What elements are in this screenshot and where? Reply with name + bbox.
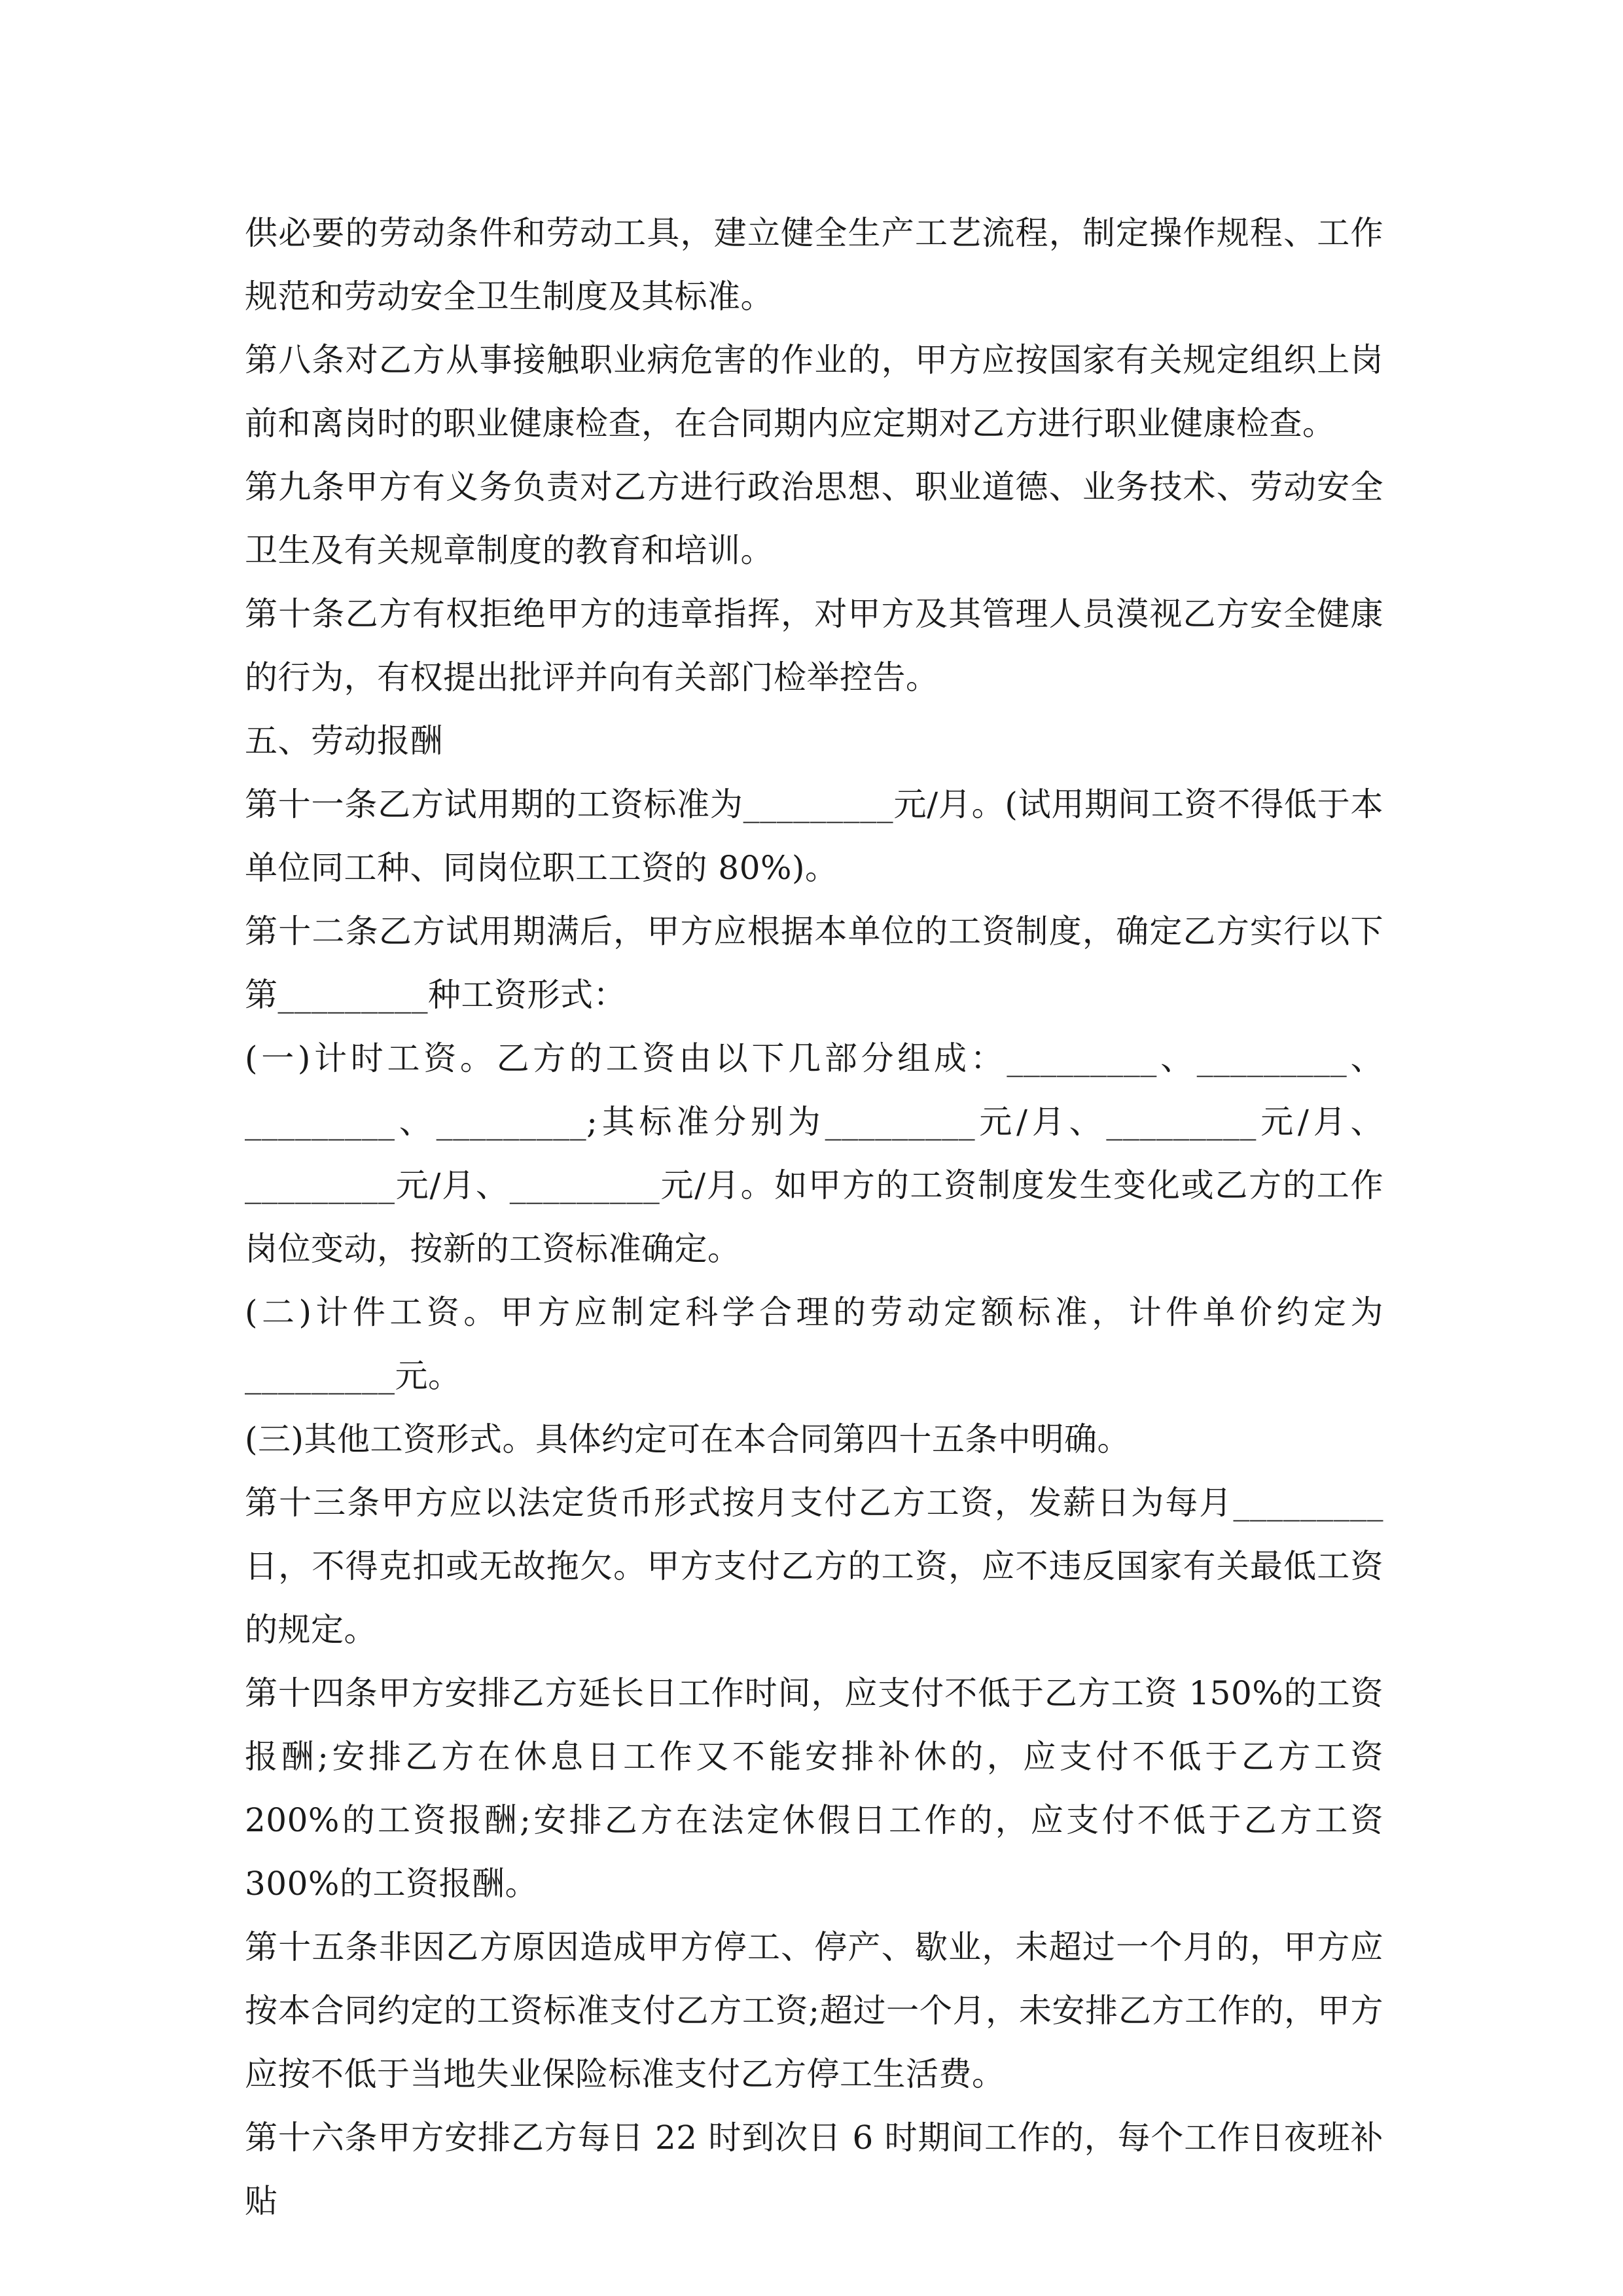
section-heading-labor-remuneration: 五、劳动报酬 [245,722,443,760]
paragraph-article7-continuation: 供必要的劳动条件和劳动工具，建立健全生产工艺流程，制定操作规程、工作规范和劳动安全卫生制度及其标准。 [245,214,1383,315]
paragraph-article11: 第十一条乙方试用期的工资标准为_________元/月。(试用期间工资不得低于本单位同工种、同岗位职工工资的 80%)。 [245,785,1383,887]
paragraph-article16: 第十六条甲方安排乙方每日 22 时到次日 6 时期间工作的，每个工作日夜班补贴 [245,2119,1383,2220]
paragraph-article10: 第十条乙方有权拒绝甲方的违章指挥，对甲方及其管理人员漠视乙方安全健康的行为，有权提出批评并向有关部门检举控告。 [245,595,1383,696]
paragraph-article12: 第十二条乙方试用期满后，甲方应根据本单位的工资制度，确定乙方实行以下第_________种工资形式： [245,912,1383,1014]
contract-text [245,202,1383,2233]
paragraph-article13: 第十三条甲方应以法定货币形式按月支付乙方工资，发薪日为每月_________日，不得克扣或无故拖欠。甲方支付乙方的工资，应不违反国家有关最低工资的规定。 [245,1484,1383,1649]
paragraph-piece-wage: (二)计件工资。甲方应制定科学合理的劳动定额标准，计件单价约定为_________元。 [245,1293,1383,1395]
paragraph-article9: 第九条甲方有义务负责对乙方进行政治思想、职业道德、业务技术、劳动安全卫生及有关规章制度的教育和培训。 [245,468,1383,569]
paragraph-article15: 第十五条非因乙方原因造成甲方停工、停产、歇业，未超过一个月的，甲方应按本合同约定的工资标准支付乙方工资;超过一个月，未安排乙方工作的，甲方应按不低于当地失业保险标准支付乙方停工生活费。 [245,1928,1383,2093]
paragraph-time-wage: (一)计时工资。乙方的工资由以下几部分组成：_________、_________、_________、_________;其标准分别为_________元/月、_________元/月、_________元/月、_________元/月。如甲方的工资制度发生变化或乙方的工作岗位变动，按新的工资标准确定。 [245,1039,1383,1268]
paragraph-article8: 第八条对乙方从事接触职业病危害的作业的，甲方应按国家有关规定组织上岗前和离岗时的职业健康检查，在合同期内应定期对乙方进行职业健康检查。 [245,341,1383,442]
paragraph-article14: 第十四条甲方安排乙方延长日工作时间，应支付不低于乙方工资 150%的工资报酬;安排乙方在休息日工作又不能安排补休的，应支付不低于乙方工资 200%的工资报酬;安排乙方在法定休假日工作的，应支付不低于乙方工资 300%的工资报酬。 [245,1674,1383,1903]
paragraph-other-wage: (三)其他工资形式。具体约定可在本合同第四十五条中明确。 [245,1420,1131,1458]
